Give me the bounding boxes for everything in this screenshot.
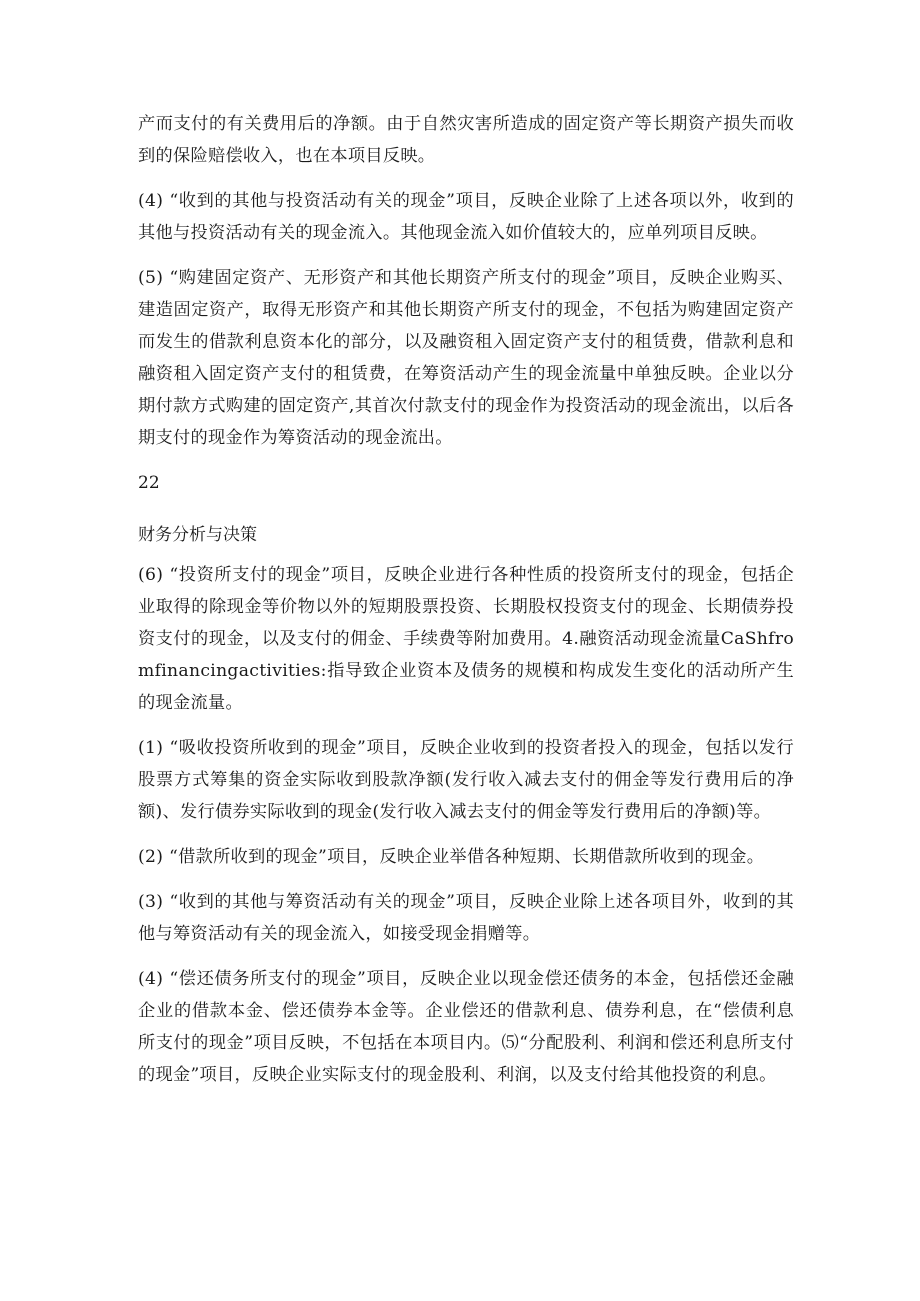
paragraph-borrowings-received: (2) “借款所收到的现金”项目，反映企业举借各种短期、长期借款所收到的现金。 — [138, 847, 765, 867]
paragraph-other-investing-inflows: (4) “收到的其他与投资活动有关的现金”项目，反映企业除了上述各项以外，收到的其他与投资活动有关的现金流入。其他现金流入如价值较大的，应单列项目反映。 — [138, 191, 794, 243]
paragraph-debt-repayment: (4) “偿还债务所支付的现金”项目，反映企业以现金偿还债务的本金，包括偿还金融企业的借款本金、偿还债券本金等。企业偿还的借款利息、债券利息，在“偿债利息所支付的现金”项目反映，不包括在本项目内。⑸“分配股利、利润和偿还利息所支付的现金”项目，反映企业实际支付的现金股利、利润，以及支付给其他投资的利息。 — [138, 969, 794, 1085]
paragraph-investment-payments: (6) “投资所支付的现金”项目，反映企业进行各种性质的投资所支付的现金，包括企业取得的除现金等价物以外的短期股票投资、长期股权投资支付的现金、长期债券投资支付的现金，以及支付的佣金、手续费等附加费用。4.融资活动现金流量CaShfromfinancingactivities:指导致企业资本及债务的规模和构成发生变化的活动所产生的现金流量。 — [138, 565, 794, 713]
paragraph-other-financing-inflows: (3) “收到的其他与筹资活动有关的现金”项目，反映企业除上述各项目外，收到的其他与筹资活动有关的现金流入，如接受现金捐赠等。 — [138, 892, 794, 944]
paragraph-fixed-asset-purchases: (5) “购建固定资产、无形资产和其他长期资产所支付的现金”项目，反映企业购买、建造固定资产，取得无形资产和其他长期资产所支付的现金，不包括为购建固定资产而发生的借款利息资本化的部分，以及融资租入固定资产支付的租赁费，借款利息和融资租入固定资产支付的租赁费，在筹资活动产生的现金流量中单独反映。企业以分期付款方式购建的固定资产,其首次付款支付的现金作为投资活动的现金流出，以后各期支付的现金作为筹资活动的现金流出。 — [138, 268, 794, 448]
document-page — [138, 108, 794, 1104]
page-number: 22 — [138, 473, 160, 493]
paragraph-investment-received: (1) “吸收投资所收到的现金”项目，反映企业收到的投资者投入的现金，包括以发行股票方式筹集的资金实际收到股款净额(发行收入减去支付的佣金等发行费用后的净额)、发行债券实际收到的现金(发行收入减去支付的佣金等发行费用后的净额)等。 — [138, 738, 794, 822]
running-head: 财务分析与决策 — [138, 525, 257, 545]
paragraph-insurance-proceeds: 产而支付的有关费用后的净额。由于自然灾害所造成的固定资产等长期资产损失而收到的保险赔偿收入，也在本项目反映。 — [138, 114, 794, 166]
